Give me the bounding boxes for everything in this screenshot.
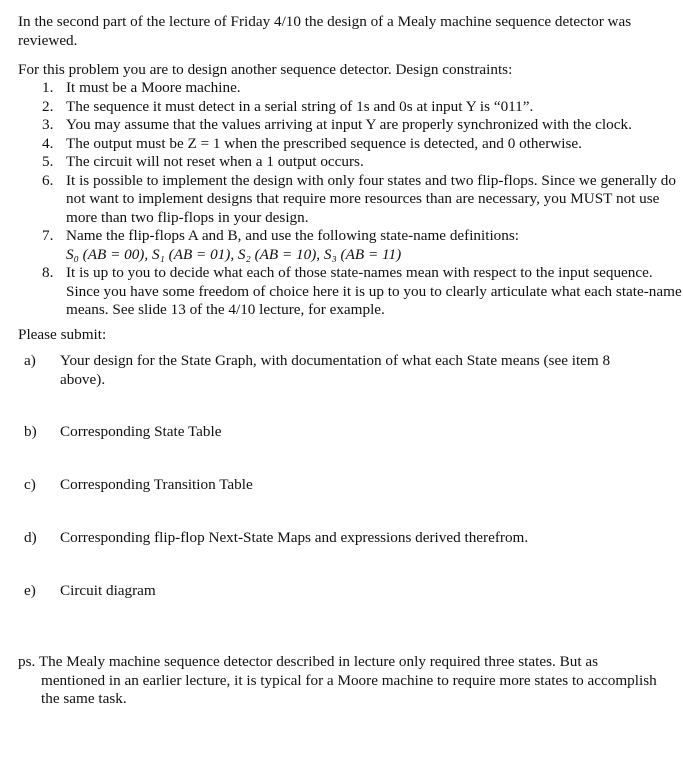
submit-item-letter: d) <box>24 529 37 546</box>
constraint-item <box>0 172 683 228</box>
please-submit-heading: Please submit: <box>18 326 107 343</box>
constraint-number: 3. <box>42 116 54 133</box>
constraint-number: 7. <box>42 227 54 244</box>
submit-item-letter: e) <box>24 582 36 599</box>
postscript-note <box>18 653 658 709</box>
constraint-text: The sequence it must detect in a serial string of 1s and 0s at input Y is “011”. <box>66 97 534 115</box>
design-constraints-list <box>0 79 683 320</box>
constraint-number: 5. <box>42 153 54 170</box>
constraint-item <box>0 227 683 264</box>
submit-item-letter: c) <box>24 476 36 493</box>
constraint-item <box>0 153 683 172</box>
submit-item-text: Your design for the State Graph, with documentation of what each State means (see item 8 above). <box>60 352 611 388</box>
constraint-text: The output must be Z = 1 when the prescribed sequence is detected, and 0 otherwise. <box>66 134 582 152</box>
constraint-text: It is up to you to decide what each of those state-names mean with respect to the input sequence. Since you have some freedom of choice here it is up to you to clearly articulate what each state-name means. See slide 13 of the 4/10 lecture, for example. <box>66 264 682 318</box>
constraint-text: You may assume that the values arriving at input Y are properly synchronized with the clock. <box>66 116 632 133</box>
submit-item-text: Corresponding Transition Table <box>60 476 253 493</box>
constraint-text: It is possible to implement the design with only four states and two flip-flops. Since we generally do not want to implement designs that require more resources than are necessary, you MUST not use more than two flip-flops in your design. <box>66 171 676 226</box>
submit-item-text: Corresponding State Table <box>60 423 222 440</box>
submit-item-letter: a) <box>24 352 36 369</box>
constraint-item <box>0 264 683 320</box>
submit-item-text: Corresponding flip-flop Next-State Maps and expressions derived therefrom. <box>60 529 529 546</box>
constraint-number: 2. <box>42 97 54 115</box>
intro-paragraph: In the second part of the lecture of Friday 4/10 the design of a Mealy machine sequence detector was reviewed. <box>18 13 632 49</box>
problem-statement: For this problem you are to design another sequence detector. Design constraints: <box>18 61 513 78</box>
constraint-text: It must be a Moore machine. <box>66 79 241 96</box>
submit-item-text: Circuit diagram <box>60 582 156 599</box>
postscript-first-line: ps. The Mealy machine sequence detector described in lecture only required three states. But as <box>18 653 599 670</box>
state-definitions: S₀ (AB = 00), S₁ (AB = 01), S₂ (AB = 10), S₃ (AB = 11) <box>66 245 402 263</box>
constraint-item <box>0 79 683 98</box>
constraint-number: 8. <box>42 264 54 281</box>
postscript-continuation: mentioned in an earlier lecture, it is typical for a Moore machine to require more states to accomplish the same task. <box>41 671 657 707</box>
constraint-item <box>0 116 683 135</box>
constraint-number: 4. <box>42 134 54 152</box>
constraint-number: 6. <box>42 171 54 189</box>
constraint-item <box>0 98 683 117</box>
constraint-text: Name the flip-flops A and B, and use the following state-name definitions: <box>66 227 519 244</box>
constraint-text: The circuit will not reset when a 1 output occurs. <box>66 153 364 170</box>
submit-item-letter: b) <box>24 423 37 440</box>
constraint-item <box>0 135 683 154</box>
constraint-number: 1. <box>42 79 54 96</box>
